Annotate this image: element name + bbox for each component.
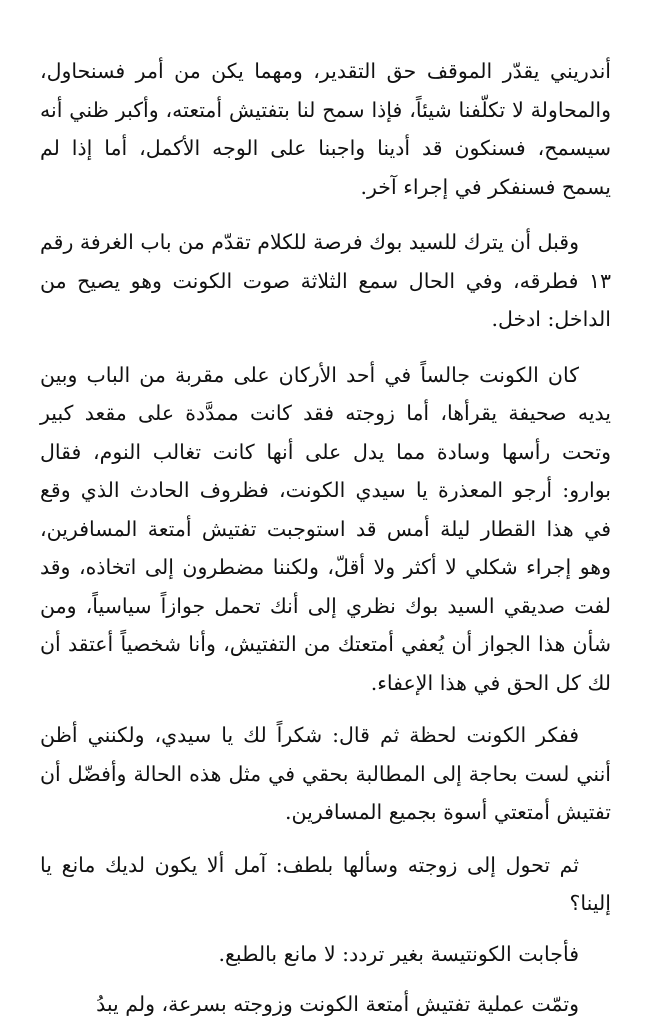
paragraph-count-reply: ففكر الكونت لحظة ثم قال: شكراً لك يا سيدي، ولكنني أظن أنني لست بحاجة إلى المطالبة بحقي في مثل هذه الحالة وأفضّل أن تفتيش أمتعتي أسوة بجميع المسافرين.: [40, 723, 611, 824]
paragraph-countess-answer: فأجابت الكونتيسة بغير تردد: لا مانع بالطبع.: [218, 941, 579, 966]
paragraph-ask-wife: ثم تحول إلى زوجته وسألها بلطف: آمل ألا يكون لديك مانع يا إلينا؟: [40, 852, 611, 915]
paragraph-search: وتمّت عملية تفتيش أمتعة الكونت وزوجته بسرعة، ولم يبدُ: [96, 992, 579, 1016]
paragraph-continuation: أندريني يقدّر الموقف حق التقدير، ومهما يكن من أمر فسنحاول، والمحاولة لا تكلّفنا شيئاً، فإذا سمح لنا بتفتيش أمتعته، وأكبر ظني أنه سيسمح، فسنكون قد أدينا واجبنا على الوجه الأكمل، أما إذا لم يسمح فسنفكر في إجراء آخر.: [40, 59, 611, 199]
paragraph-knock: وقبل أن يترك للسيد بوك فرصة للكلام تقدّم من باب الغرفة رقم ١٣ فطرقه، وفي الحال سمع الثلاثة صوت الكونت وهو يصيح من الداخل: ادخل.: [40, 230, 611, 331]
paragraph-count-compartment: كان الكونت جالساً في أحد الأركان على مقربة من الباب وبين يديه صحيفة يقرأها، أما زوجته فقد كانت ممدَّدة على مقعد كبير وتحت رأسها وسادة مما يدل على أنها كانت تغالب النوم، فقال بوارو: أرجو المعذرة يا سيدي الكونت، فظروف الحادث الذي وقع في هذا القطار ليلة أمس قد استوجبت تفتيش أمتعة المسافرين، وهو إجراء شكلي لا أكثر ولا أقلّ، ولكننا مضطرون إلى اتخاذه، وقد لفت صديقي السيد بوك نظري إلى أنك تحمل جوازاً سياسياً، ومن شأن هذا الجواز أن يُعفي أمتعتك من التفتيش، وأنا شخصياً أعتقد أن لك كل الحق في هذا الإعفاء.: [40, 362, 611, 695]
